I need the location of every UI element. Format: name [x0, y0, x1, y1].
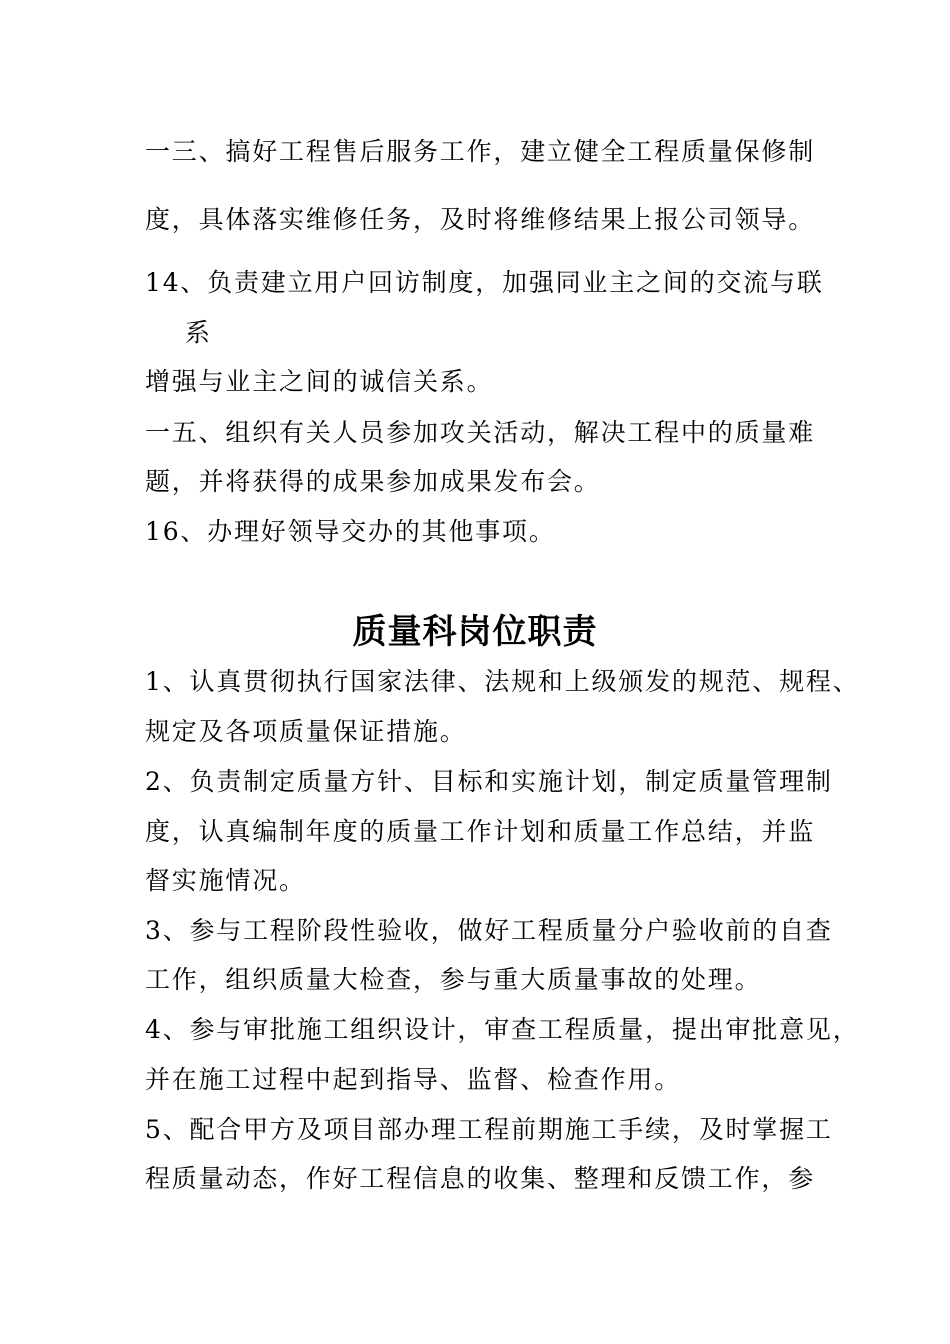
paragraph-line: 1、认真贯彻执行国家法律、法规和上级颁发的规范、规程、 [145, 667, 860, 696]
paragraph-line: 2、负责制定质量方针、目标和实施计划，制定质量管理制 [145, 767, 833, 796]
paragraph-line: 一三、搞好工程售后服务工作，建立健全工程质量保修制 [145, 137, 816, 166]
paragraph-line: 一五、组织有关人员参加攻关活动，解决工程中的质量难 [145, 418, 816, 447]
paragraph-line: 题，并将获得的成果参加成果发布会。 [145, 467, 601, 496]
paragraph-line: 增强与业主之间的诚信关系。 [145, 367, 494, 396]
paragraph-line: 5、配合甲方及项目部办理工程前期施工手续，及时掌握工 [145, 1115, 833, 1144]
paragraph-line: 工作，组织质量大检查，参与重大质量事故的处理。 [145, 965, 762, 994]
paragraph-line: 系 [185, 318, 212, 347]
paragraph-line: 程质量动态，作好工程信息的收集、整理和反馈工作，参 [145, 1164, 816, 1193]
paragraph-line: 16、办理好领导交办的其他事项。 [145, 517, 556, 546]
section-title: 质量科岗位职责 [352, 612, 598, 652]
paragraph-line: 规定及各项质量保证措施。 [145, 717, 467, 746]
paragraph-line: 度，认真编制年度的质量工作计划和质量工作总结，并监 [145, 817, 816, 846]
paragraph-line: 度，具体落实维修任务，及时将维修结果上报公司领导。 [145, 205, 816, 234]
paragraph-line: 督实施情况。 [145, 866, 306, 895]
paragraph-line: 4、参与审批施工组织设计，审查工程质量，提出审批意见， [145, 1015, 860, 1044]
paragraph-line: 3、参与工程阶段性验收，做好工程质量分户验收前的自查 [145, 916, 833, 945]
paragraph-line: 并在施工过程中起到指导、监督、检查作用。 [145, 1065, 682, 1094]
paragraph-line: 14、负责建立用户回访制度，加强同业主之间的交流与联 [145, 268, 824, 297]
